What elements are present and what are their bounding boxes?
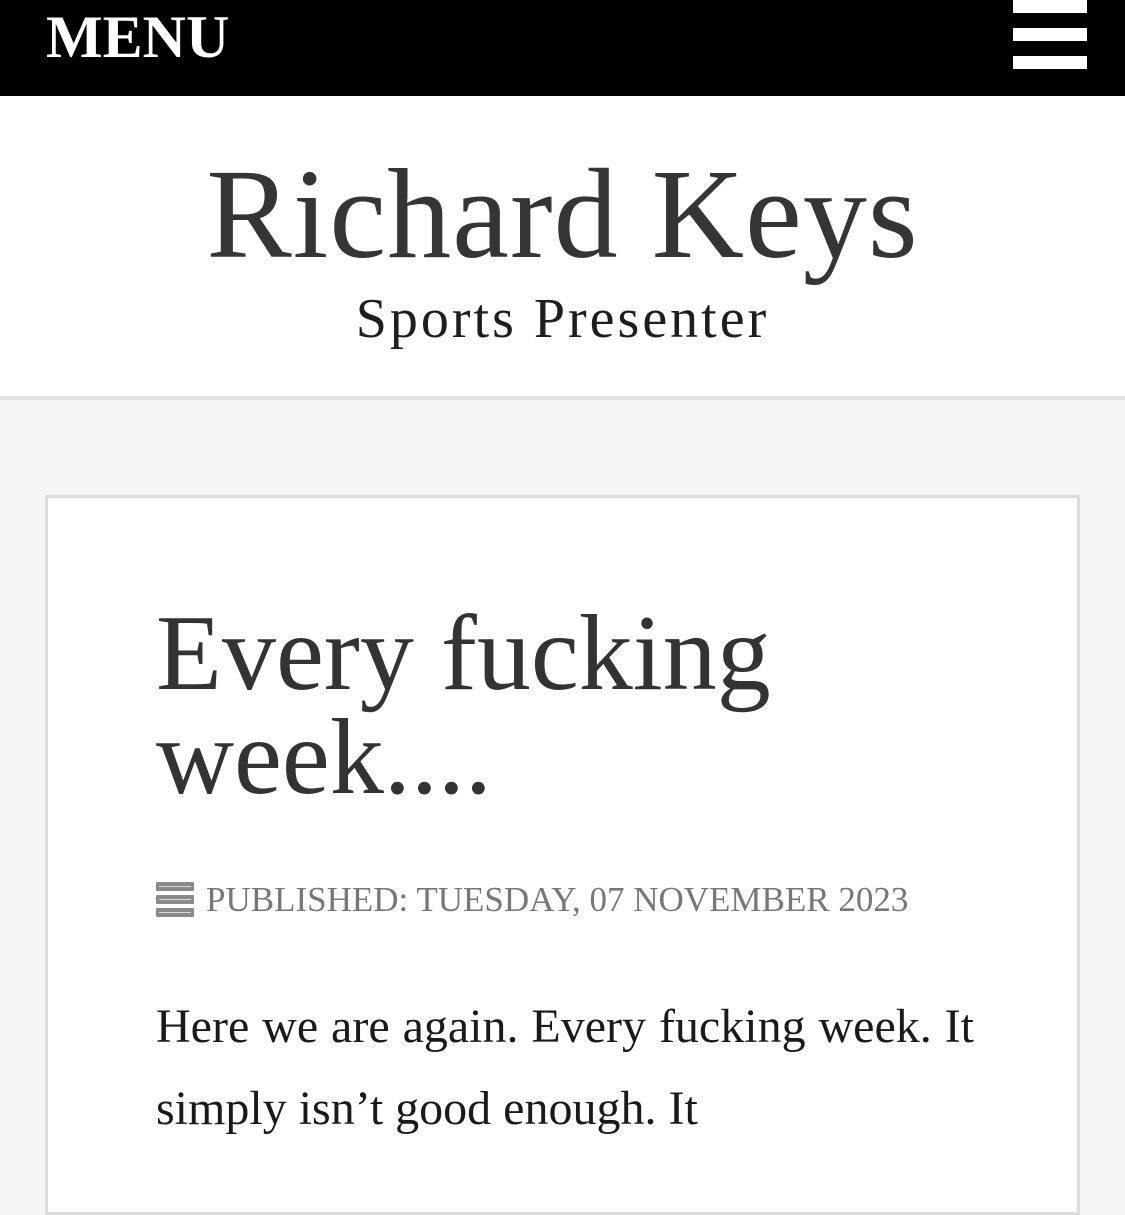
hamburger-bar	[1013, 0, 1087, 13]
published-label: PUBLISHED: TUESDAY, 07 NOVEMBER 2023	[206, 880, 909, 919]
site-header	[0, 96, 1125, 400]
site-title[interactable]: Richard Keys	[206, 143, 919, 285]
calendar-icon	[156, 882, 194, 918]
hamburger-bar	[1013, 56, 1087, 69]
top-navigation-bar	[0, 0, 1125, 96]
site-subtitle: Sports Presenter	[355, 288, 770, 350]
published-date	[156, 878, 908, 922]
hamburger-icon[interactable]	[1013, 0, 1087, 70]
article-title: Every fucking week....	[156, 594, 771, 817]
hamburger-bar	[1013, 28, 1087, 41]
article-card	[45, 495, 1080, 1215]
article-body: Here we are again. Every fucking week. It simply isn’t good enough. It	[156, 1000, 974, 1135]
menu-label[interactable]: MENU	[46, 4, 230, 70]
